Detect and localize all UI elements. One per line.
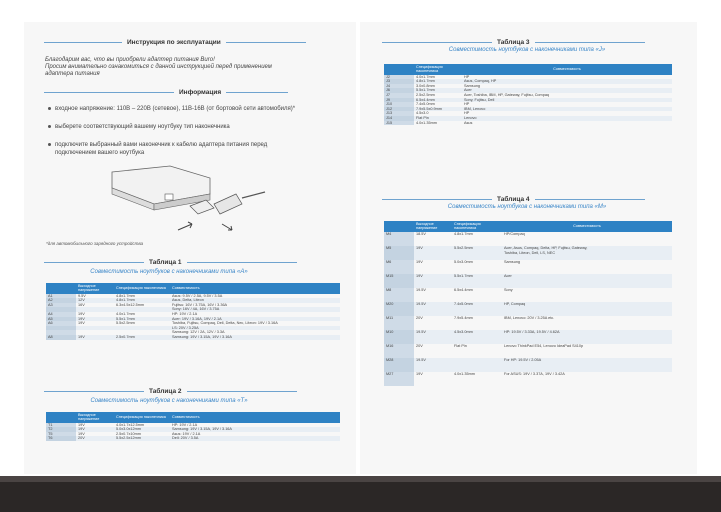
tip-code-cell: T2 — [46, 427, 76, 432]
table2-heading: Таблица 2 — [44, 388, 297, 395]
table-row — [384, 330, 672, 344]
tip-code-cell: A4 — [46, 312, 76, 317]
bullet-select-tip: выберете соответствующий вашему ноутбуку тип наконечника — [48, 124, 348, 132]
table-cell: 4.0х1.7mm — [116, 311, 135, 316]
table-row — [46, 436, 340, 441]
cell-line: For HP: 19.5V / 2.05A — [504, 357, 542, 362]
table-cell: 5.5х1.7mm — [114, 317, 170, 322]
table2 — [46, 412, 340, 441]
table-cell: Fujitsu: 16V / 3.75A, 16V / 3.36A — [172, 302, 228, 307]
table-cell: 2.5х2.5mm — [416, 92, 435, 97]
tip-code-cell: T5 — [46, 432, 76, 437]
table-cell: 19.5V — [416, 287, 426, 292]
table-row — [384, 274, 672, 288]
bullet-icon — [48, 107, 51, 110]
table-cell: 6.5х4.4mm — [414, 98, 462, 103]
table-cell: Samsung — [464, 83, 481, 88]
table-cell: 2.5х0.7mm — [114, 335, 170, 340]
tip-code-cell: J6 — [384, 88, 414, 93]
footnote: *для автомобильного зарядного устройства — [46, 241, 144, 246]
table-cell: 19V — [78, 431, 85, 436]
table-cell: Asus: 19V / 2.1A — [172, 431, 201, 436]
bullet-icon — [48, 143, 51, 146]
table-cell: 7.4х5.0mm — [452, 302, 502, 316]
table4-header: Выходное напряжение — [414, 221, 452, 232]
table-cell: 3.0х0.8mm — [416, 83, 435, 88]
cell-line: Sony — [504, 287, 513, 292]
table-row — [384, 260, 672, 274]
table-cell: 4.5х3.0mm — [452, 330, 502, 344]
tip-code-cell: A2 — [46, 298, 76, 303]
table2-header: Спецификация наконечника — [114, 412, 170, 423]
table1-caption: Совместимость ноутбуков с наконечниками типа «A» — [90, 269, 248, 275]
tip-code-cell: J14 — [384, 116, 414, 121]
table3-caption: Совместимость ноутбуков с наконечниками типа «J» — [448, 47, 606, 53]
table-cell: Dell: 20V / 3.5A — [170, 436, 340, 441]
tip-code-cell: M4 — [384, 232, 414, 246]
cell-line: IBM, Lenovo: 20V / 3.25A etc. — [504, 315, 555, 320]
table-cell: 4.8х1.7mm — [114, 298, 170, 303]
table-cell: 4.8х1.7mm — [414, 79, 462, 84]
table1-header: Совместимость — [170, 283, 340, 294]
tip-code-cell: J9 — [384, 98, 414, 103]
table-cell: HP — [464, 102, 470, 107]
table-cell: 19V — [416, 371, 423, 376]
intro-text: Благодарим вас, что вы приобрели адаптер питания Buro! Просим внимательно ознакомиться с данной инструкцией перед применением адаптера питания — [45, 57, 272, 77]
table-row — [384, 246, 672, 260]
table-cell: 16V — [78, 302, 85, 307]
table-cell: 4.8х1.7mm — [116, 293, 135, 298]
table-cell: 19V — [414, 246, 452, 260]
table-cell: Acer — [462, 88, 672, 93]
table-cell: Asus: 9.5V / 2.5A, 9.5V / 3.5A — [172, 293, 223, 298]
table-cell — [452, 358, 502, 372]
tip-code-cell: J2 — [384, 75, 414, 80]
table-cell: 18.5V — [416, 231, 426, 236]
table-cell — [502, 232, 672, 246]
table-cell: HP: 19V / 2.1A — [172, 311, 198, 316]
tip-code-cell: J15 — [384, 121, 414, 126]
table-cell: 19V — [78, 422, 85, 427]
table-row — [384, 316, 672, 330]
cell-line: HP: 19.5V / 3.33A, 19.5V / 4.62A — [504, 329, 560, 334]
table-cell: 19V — [414, 274, 452, 288]
tip-code-cell: J13 — [384, 111, 414, 116]
table-cell: 4.5х3.0 — [416, 111, 429, 116]
table-cell: 6.3х4.5х12.5mm — [116, 302, 145, 307]
table-cell: HP — [464, 111, 470, 116]
table3 — [384, 64, 672, 125]
table-cell — [502, 302, 672, 316]
table-cell: 6.5х4.4mm — [454, 287, 473, 292]
tip-code-cell: J3 — [384, 79, 414, 84]
table-cell — [502, 288, 672, 302]
table-cell: 20V — [76, 436, 114, 441]
table-cell: 19V — [78, 321, 85, 326]
table-cell: 5.0х3.0mm — [454, 259, 473, 264]
table-cell — [502, 246, 672, 260]
table-cell: Flat Pin — [454, 343, 467, 348]
table3-header: Совместимость — [462, 64, 672, 75]
table-row — [384, 372, 672, 386]
table4-header: Спецификация наконечника — [452, 221, 502, 232]
table-cell: 19V — [76, 335, 114, 340]
table-row — [384, 344, 672, 358]
tip-code-cell: M10 — [384, 330, 414, 344]
table-cell: Samsung: 19V / 3.15A, 19V / 3.16A — [170, 427, 340, 432]
table-cell: Acer, Toshiba, IBM, HP, Gateway, Fujitsu, Compaq — [464, 92, 550, 97]
table-cell: Asus, Compaq, HP — [462, 79, 672, 84]
tip-code-cell: J4 — [384, 84, 414, 89]
table-cell: Acer: 19V / 3.16A, 19V / 2.1A — [170, 317, 340, 322]
table-cell: 19V — [76, 427, 114, 432]
table4-caption: Совместимость ноутбуков с наконечниками типа «M» — [447, 204, 607, 210]
table-cell: 5.5х2.5mm — [116, 321, 135, 326]
table-cell — [502, 344, 672, 358]
tip-code-cell: A6 — [46, 321, 76, 326]
table-row — [384, 358, 672, 372]
table-cell — [502, 316, 672, 330]
tip-code-cell: A5 — [46, 317, 76, 322]
table2-header: Выходное напряжение — [76, 412, 114, 423]
table-cell: 7.4х5.0mm — [416, 102, 435, 107]
table-cell: Toshiba, Fujitsu, Compaq, Dell, Delta, Nec, Liteon: 19V / 3.16A — [172, 321, 278, 326]
table-cell: Flat Pin — [414, 116, 462, 121]
table3-header: Спецификация наконечника — [414, 64, 462, 75]
table-row — [384, 288, 672, 302]
cell-line: Samsung — [504, 259, 521, 264]
tip-code-cell: A8 — [46, 335, 76, 340]
table-cell: 4.0х1.35mm — [454, 371, 475, 376]
table-cell: 5.5х1.7mm — [452, 274, 502, 288]
cell-line: Toshiba, Liteon, Dell, LS, NEC — [504, 250, 556, 255]
table-cell: 19V — [416, 259, 423, 264]
table-cell: HP: 19V / 2.1A — [172, 422, 198, 427]
table-cell — [502, 372, 672, 386]
table2-header: Совместимость — [170, 412, 340, 423]
table-cell: Asus — [464, 120, 473, 125]
table-cell: 4.0х1.7mm — [416, 74, 435, 79]
table-cell: 20V — [416, 343, 423, 348]
table3-header — [384, 64, 414, 75]
table-cell: 2.5х0.7х10mm — [116, 431, 141, 436]
table-cell: 4.0х1.7х12.5mm — [116, 422, 145, 427]
instructions-heading: Инструкция по эксплуатации — [44, 39, 306, 46]
table4 — [384, 221, 672, 386]
table-row — [384, 302, 672, 316]
table-cell: 12V — [76, 298, 114, 303]
table2-header — [46, 412, 76, 423]
tip-code-cell: J10 — [384, 102, 414, 107]
table-cell: Sony, Fujitsu, Dell — [462, 98, 672, 103]
bullet-connect-tip: подключите выбранный вами наконечник к кабелю адаптера питания перед подключением вашего ноутбука — [48, 142, 348, 157]
table4-header: Совместимость — [502, 221, 672, 232]
tip-code-cell: M15 — [384, 274, 414, 288]
table-cell: Sony: 16V / 4A, 16V / 3.75A — [170, 307, 340, 312]
table-cell — [502, 260, 672, 274]
table-cell: 20V — [416, 315, 423, 320]
table-cell: 5.5х1.7mm — [414, 88, 462, 93]
table1-heading: Таблица 1 — [44, 259, 297, 266]
table-cell: IBM, Lenovo — [462, 107, 672, 112]
cell-line: For ASUS: 19V / 3.37A, 19V / 3.42A — [504, 371, 565, 376]
table-cell: Samsung: 19V / 3.15A, 19V / 3.16A — [170, 335, 340, 340]
tip-code-cell: J12 — [384, 107, 414, 112]
cell-line: HP, Compaq — [504, 301, 526, 306]
table1-header: Выходное напряжение — [76, 283, 114, 294]
table-row — [384, 232, 672, 246]
tip-code-cell: M6 — [384, 260, 414, 274]
bullet-voltage: входное напряжение: 110В – 220В (сетевое), 11В-16В (от бортовой сети автомобиля)* — [48, 106, 348, 114]
table-cell — [502, 330, 672, 344]
table-cell: 19V — [76, 317, 114, 322]
tip-code-cell: M28 — [384, 358, 414, 372]
table-cell: Lenovo — [462, 116, 672, 121]
table1 — [46, 283, 340, 340]
table-row — [384, 121, 672, 126]
tip-code-cell: M8 — [384, 288, 414, 302]
table-cell: 19V — [78, 311, 85, 316]
tip-code-cell: M27 — [384, 372, 414, 386]
scan-bottom-edge — [0, 476, 721, 512]
table-cell: HP — [464, 74, 470, 79]
table-cell: 7.9х5.4mm — [454, 315, 473, 320]
info-heading: Информация — [44, 89, 288, 96]
table-cell — [502, 274, 672, 288]
tip-code-cell: M16 — [384, 344, 414, 358]
tip-code-cell: T1 — [46, 423, 76, 428]
tip-code-cell: M20 — [384, 302, 414, 316]
table-cell: 19.5V — [414, 330, 452, 344]
laptop-connector-illustration — [110, 164, 270, 236]
tip-code-cell: A3 — [46, 303, 76, 308]
table-cell: 5.0х3.0х12mm — [114, 427, 170, 432]
table2-caption: Совместимость ноутбуков с наконечниками типа «T» — [90, 398, 248, 404]
table-cell: 5.5х2.5mm — [452, 246, 502, 260]
table-cell: 9.5V — [78, 293, 86, 298]
cell-line: HP/Compaq — [504, 231, 525, 236]
tip-code-cell: M5 — [384, 246, 414, 260]
bullet-icon — [48, 125, 51, 128]
table3-heading: Таблица 3 — [382, 39, 645, 46]
table-cell: 7.9х5.5х0.9mm — [414, 107, 462, 112]
table-cell: 19.5V — [414, 302, 452, 316]
table4-header — [384, 221, 414, 232]
table-row — [46, 335, 340, 340]
table-cell: 19.5V — [414, 358, 452, 372]
cell-line: Acer — [504, 273, 512, 278]
table-cell: 5.5х2.5х12mm — [114, 436, 170, 441]
cell-line: Acer, Asus, Compaq, Delta, HP, Fujitsu, Gateway, — [504, 245, 588, 250]
tip-code-cell: A1 — [46, 294, 76, 299]
tip-code-cell: T6 — [46, 436, 76, 441]
table4-heading: Таблица 4 — [382, 196, 645, 203]
table1-header — [46, 283, 76, 294]
table-cell: Asus, Delta, Liteon — [170, 298, 340, 303]
table-cell: 4.0х1.35mm — [416, 120, 437, 125]
table-cell: Samsung: 12V / 2A, 12V / 3.3A — [172, 330, 225, 335]
table-cell — [502, 358, 672, 372]
cell-line: Lenovo ThinkPad E54, Lenovo IdeaPad S410p — [504, 343, 584, 348]
tip-code-cell: J7 — [384, 93, 414, 98]
table1-header: Спецификация наконечника — [114, 283, 170, 294]
tip-code-cell: M11 — [384, 316, 414, 330]
table-cell: LS: 20V / 3.25A — [170, 326, 340, 331]
table-cell: 4.8х1.7mm — [454, 231, 473, 236]
